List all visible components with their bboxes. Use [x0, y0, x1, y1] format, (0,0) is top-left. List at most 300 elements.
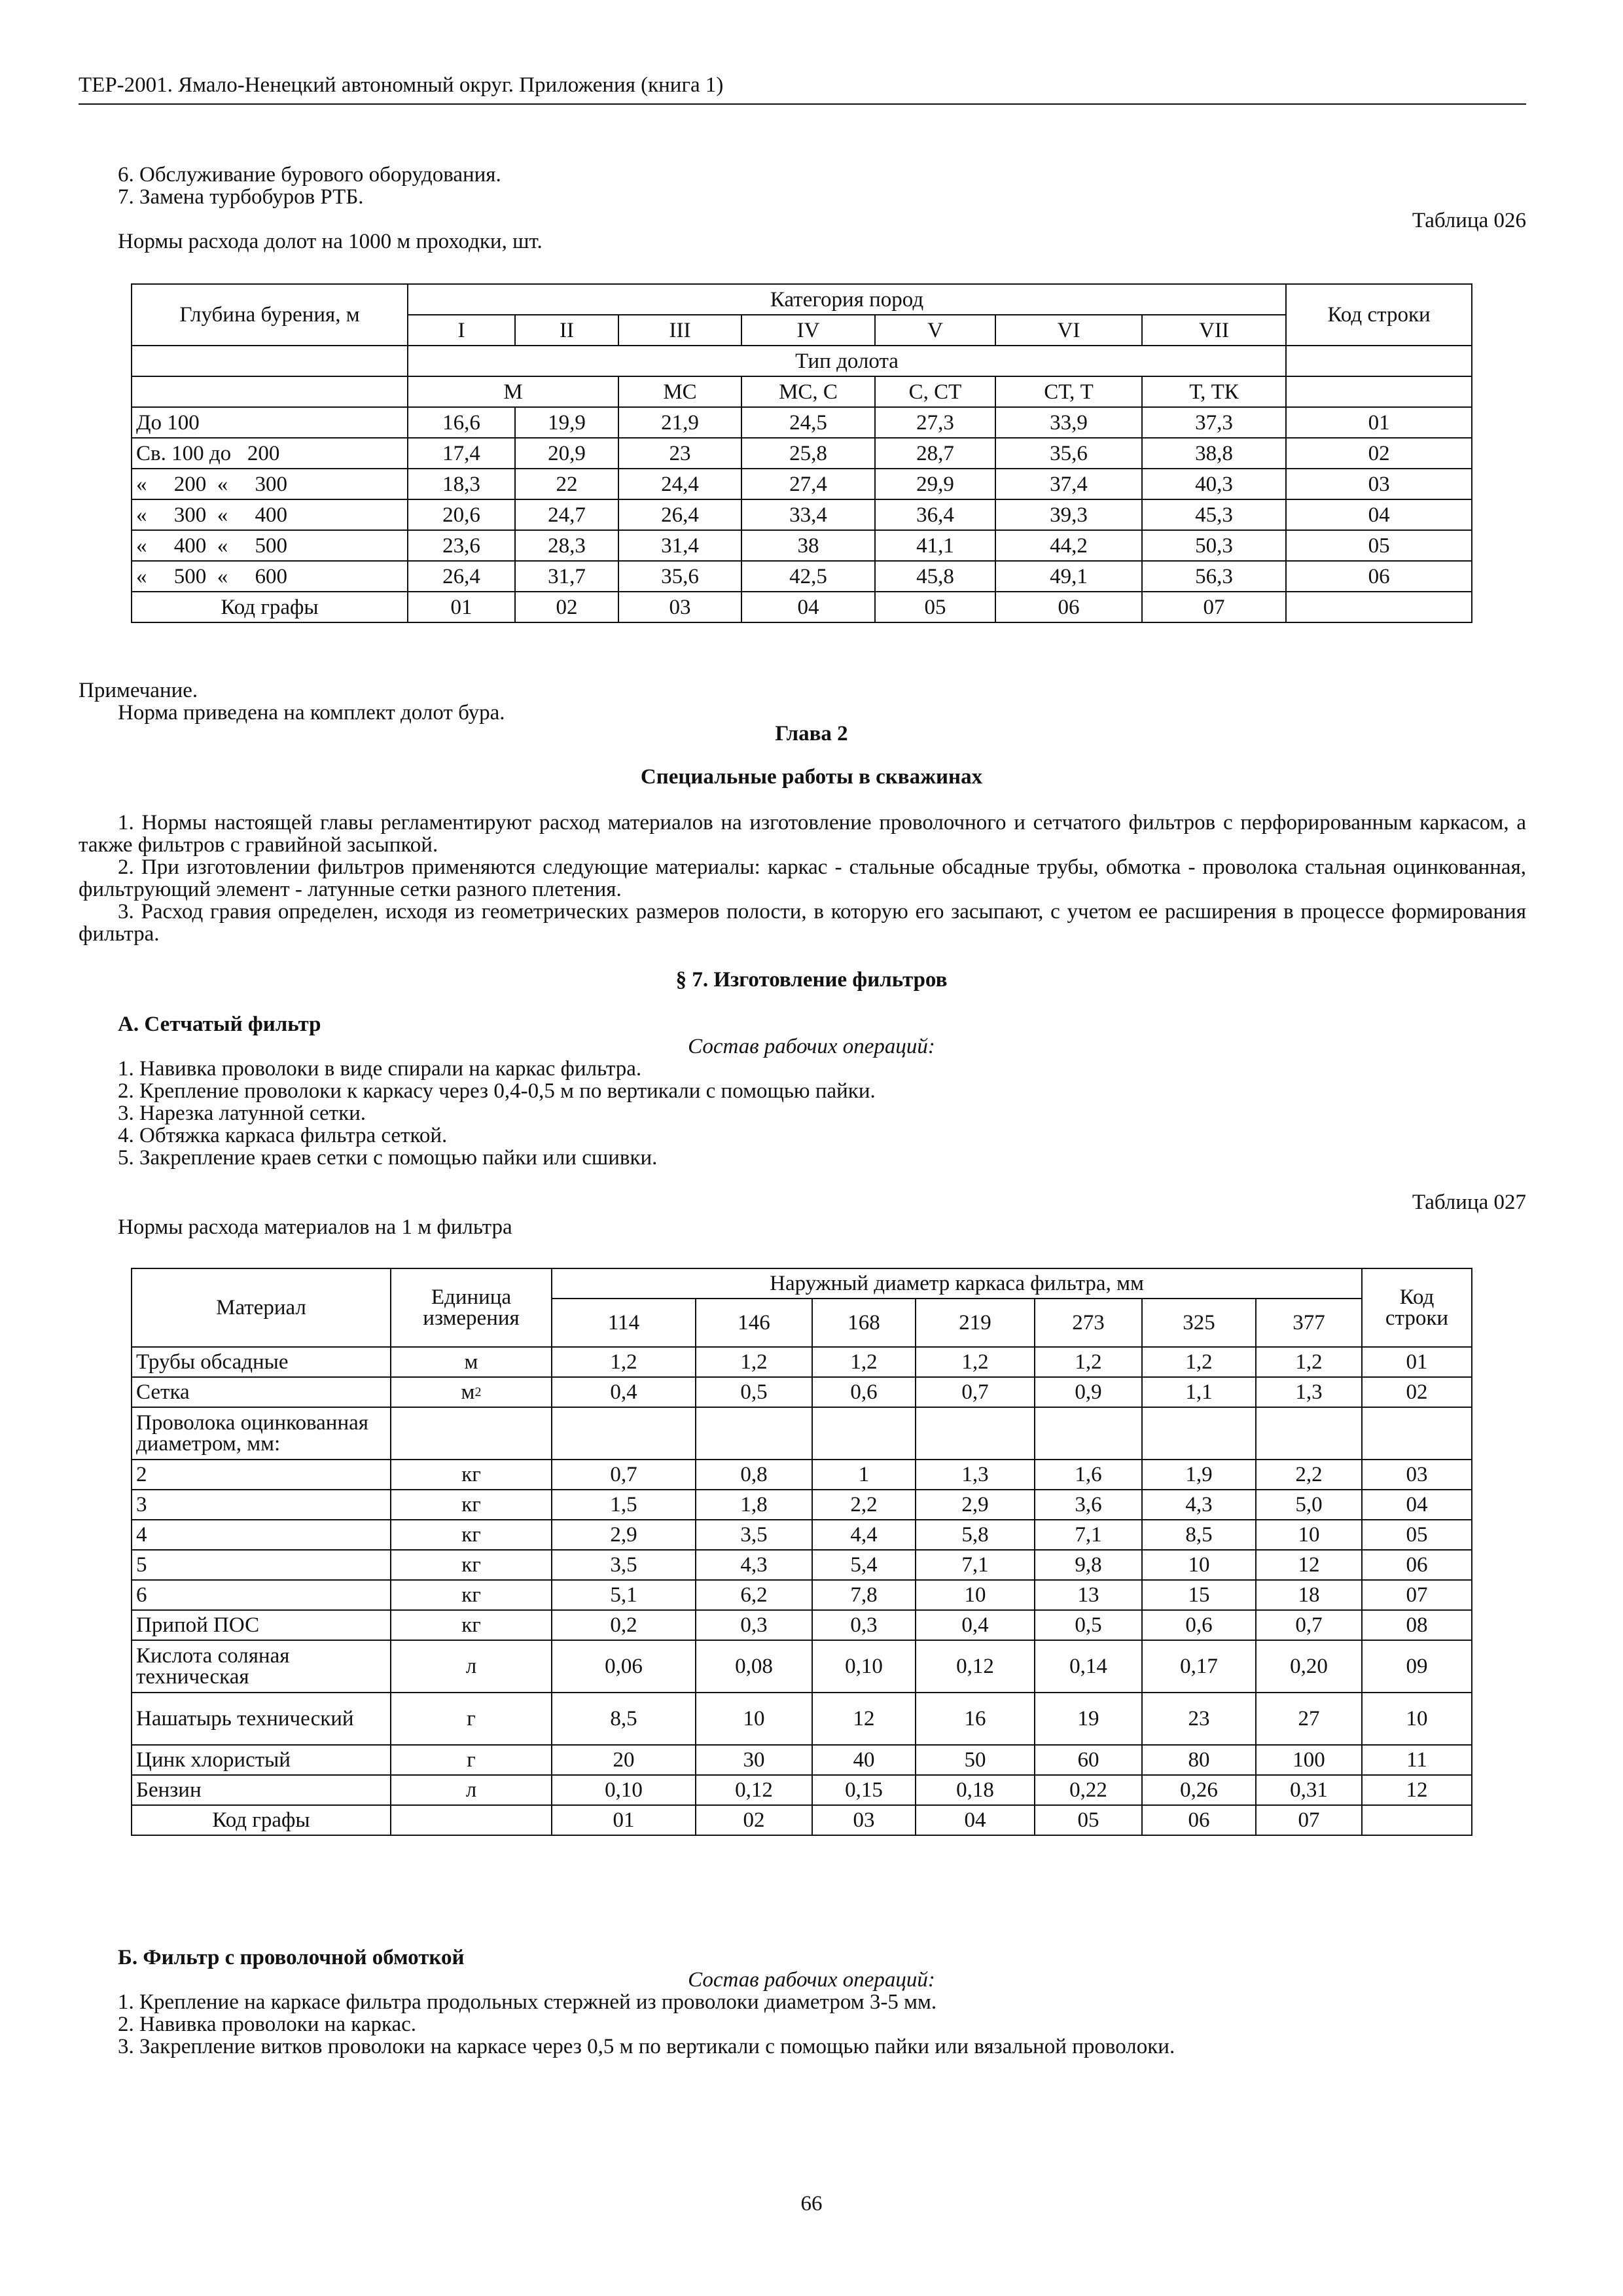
value-cell: 45,8 [875, 561, 995, 592]
value-cell: 0,2 [552, 1610, 696, 1640]
value-cell: 0,9 [1035, 1377, 1142, 1407]
value-cell: 0,06 [552, 1640, 696, 1693]
column-code: 07 [1256, 1805, 1362, 1835]
value-cell: 16,6 [408, 407, 515, 438]
value-cell: 1,2 [1256, 1347, 1362, 1377]
value-cell: 0,3 [696, 1610, 812, 1640]
value-cell: 0,10 [552, 1775, 696, 1805]
value-cell: 36,4 [875, 499, 995, 530]
unit-text: кг [461, 1493, 481, 1516]
empty-cell [132, 346, 408, 376]
value-cell: 44,2 [995, 530, 1142, 561]
value-cell: 7,8 [812, 1580, 916, 1610]
value-cell: 1,8 [696, 1490, 812, 1520]
header-rule [79, 103, 1526, 105]
row-code-cell: 06 [1286, 561, 1472, 592]
value-cell: 37,4 [995, 469, 1142, 499]
column-code: 01 [408, 592, 515, 622]
value-cell: 12 [1256, 1550, 1362, 1580]
value-cell: 15 [1142, 1580, 1256, 1610]
value-cell: 1,2 [1035, 1347, 1142, 1377]
footer-label: Код графы [132, 592, 408, 622]
row-code-cell: 05 [1362, 1520, 1472, 1550]
value-cell: 23,6 [408, 530, 515, 561]
table-026 [131, 283, 1472, 623]
value-cell: 19,9 [515, 407, 618, 438]
unit-cell [391, 1520, 552, 1550]
table-row [132, 407, 1472, 438]
column-code: 03 [812, 1805, 916, 1835]
value-cell: 5,4 [812, 1550, 916, 1580]
value-cell: 10 [916, 1580, 1035, 1610]
unit-cell [391, 1347, 552, 1377]
unit-cell [391, 1580, 552, 1610]
value-cell: 0,31 [1256, 1775, 1362, 1805]
value-cell: 0,12 [696, 1775, 812, 1805]
value-cell: 0,5 [696, 1377, 812, 1407]
value-cell: 5,1 [552, 1580, 696, 1610]
value-cell: 1,2 [812, 1347, 916, 1377]
depth-cell: « 200 « 300 [132, 469, 408, 499]
row-code-cell: 10 [1362, 1693, 1472, 1745]
column-code: 04 [916, 1805, 1035, 1835]
value-cell: 5,0 [1256, 1490, 1362, 1520]
bit-type-header: С, СТ [875, 376, 995, 407]
value-cell: 24,4 [618, 469, 741, 499]
bit-type-header: М [408, 376, 618, 407]
row-code-cell: 04 [1286, 499, 1472, 530]
value-cell: 0,3 [812, 1610, 916, 1640]
empty-cell [1286, 346, 1472, 376]
value-cell: 40 [812, 1745, 916, 1775]
material-cell: Нашатырь технический [132, 1693, 391, 1745]
operation-item: 4. Обтяжка каркаса фильтра сеткой. [118, 1124, 448, 1147]
value-cell: 0,14 [1035, 1640, 1142, 1693]
table-row [132, 1550, 1472, 1580]
value-cell: 16 [916, 1693, 1035, 1745]
value-cell [696, 1407, 812, 1460]
table-row [132, 1693, 1472, 1745]
operation-item: 1. Навивка проволоки в виде спирали на каркас фильтра. [118, 1057, 642, 1081]
unit-cell [391, 1377, 552, 1407]
table-027 [131, 1268, 1472, 1836]
value-cell: 1,9 [1142, 1460, 1256, 1490]
empty-cell [1286, 376, 1472, 407]
table-row [132, 469, 1472, 499]
row-code-cell: 02 [1286, 438, 1472, 469]
material-cell: Проволока оцинкованная диаметром, мм: [132, 1407, 391, 1460]
value-cell: 27,4 [741, 469, 875, 499]
chapter-paragraph-3: 3. Расход гравия определен, исходя из геометрических размеров полости, в которую его засыпают, с учетом ее расширения в процессе формирования фильтра. [79, 900, 1526, 946]
diameter-header: 168 [812, 1299, 916, 1347]
table-row [132, 1520, 1472, 1550]
chapter-paragraph-1: 1. Нормы настоящей главы регламентируют расход материалов на изготовление проволочного и сетчатого фильтров с перфорированным каркасом, а также фильтров с гравийной засыпкой. [79, 811, 1526, 857]
unit-text: г [467, 1748, 476, 1772]
intro-item-7: 7. Замена турбобуров РТБ. [118, 185, 364, 209]
col-header-code: Код строки [1362, 1268, 1472, 1347]
value-cell: 18,3 [408, 469, 515, 499]
table-026-caption: Нормы расхода долот на 1000 м проходки, шт. [118, 230, 543, 253]
value-cell: 42,5 [741, 561, 875, 592]
depth-cell: Св. 100 до 200 [132, 438, 408, 469]
group-header-bit-type: Тип долота [408, 346, 1286, 376]
value-cell: 1,2 [916, 1347, 1035, 1377]
value-cell: 1,3 [916, 1460, 1035, 1490]
col-header-code: Код строки [1286, 284, 1472, 346]
empty-cell [1362, 1805, 1472, 1835]
value-cell [916, 1407, 1035, 1460]
column-code: 07 [1142, 592, 1286, 622]
table-row [132, 1745, 1472, 1775]
value-cell: 0,17 [1142, 1640, 1256, 1693]
material-cell: 2 [132, 1460, 391, 1490]
row-code-cell [1362, 1407, 1472, 1460]
bit-type-header: Т, ТК [1142, 376, 1286, 407]
column-code: 05 [875, 592, 995, 622]
value-cell: 26,4 [408, 561, 515, 592]
unit-text: г [467, 1707, 476, 1731]
row-code-cell: 01 [1362, 1347, 1472, 1377]
table-026-body [132, 407, 1472, 592]
value-cell: 49,1 [995, 561, 1142, 592]
unit-text: кг [461, 1553, 481, 1577]
subsection-b-title: Б. Фильтр с проволочной обмоткой [118, 1946, 465, 1969]
value-cell: 3,5 [552, 1550, 696, 1580]
unit-text: кг [461, 1463, 481, 1486]
value-cell: 20 [552, 1745, 696, 1775]
value-cell: 0,15 [812, 1775, 916, 1805]
value-cell: 1,2 [696, 1347, 812, 1377]
value-cell: 12 [812, 1693, 916, 1745]
material-cell: Сетка [132, 1377, 391, 1407]
value-cell: 18 [1256, 1580, 1362, 1610]
value-cell: 38 [741, 530, 875, 561]
value-cell: 31,7 [515, 561, 618, 592]
value-cell: 10 [1256, 1520, 1362, 1550]
unit-text: л [465, 1655, 477, 1678]
category-header: VI [995, 315, 1142, 346]
value-cell: 0,7 [916, 1377, 1035, 1407]
bit-type-header: МС [618, 376, 741, 407]
subsection-a-ops-title: Состав рабочих операций: [688, 1035, 935, 1058]
column-code: 02 [696, 1805, 812, 1835]
group-header-diameter: Наружный диаметр каркаса фильтра, мм [552, 1268, 1362, 1299]
value-cell: 39,3 [995, 499, 1142, 530]
note-title: Примечание. [79, 679, 198, 702]
operation-item: 1. Крепление на каркасе фильтра продольных стержней из проволоки диаметром 3-5 мм. [118, 1990, 937, 2014]
table-row [132, 1347, 1472, 1377]
table-row [132, 499, 1472, 530]
table-026-label: Таблица 026 [1412, 209, 1526, 232]
operation-item: 3. Закрепление витков проволоки на каркасе через 0,5 м по вертикали с помощью пайки или вязальной проволоки. [118, 2035, 1175, 2058]
row-code-cell: 08 [1362, 1610, 1472, 1640]
operation-item: 2. Навивка проволоки на каркас. [118, 2013, 417, 2036]
empty-cell [1286, 592, 1472, 622]
row-code-cell: 03 [1286, 469, 1472, 499]
value-cell: 0,7 [552, 1460, 696, 1490]
value-cell [812, 1407, 916, 1460]
unit-text: кг [461, 1583, 481, 1607]
bit-type-header: МС, С [741, 376, 875, 407]
material-cell: 6 [132, 1580, 391, 1610]
value-cell: 0,4 [916, 1610, 1035, 1640]
table-027-caption: Нормы расхода материалов на 1 м фильтра [118, 1215, 512, 1239]
value-cell: 45,3 [1142, 499, 1286, 530]
table-row [132, 1407, 1472, 1460]
value-cell: 0,20 [1256, 1640, 1362, 1693]
value-cell: 22 [515, 469, 618, 499]
row-code-cell: 04 [1362, 1490, 1472, 1520]
value-cell: 28,7 [875, 438, 995, 469]
value-cell: 7,1 [916, 1550, 1035, 1580]
note-text: Норма приведена на комплект долот бура. [118, 701, 505, 725]
table-row [132, 1610, 1472, 1640]
column-code: 03 [618, 592, 741, 622]
chapter-number: Глава 2 [775, 722, 848, 745]
diameter-header: 325 [1142, 1299, 1256, 1347]
table-row [132, 1640, 1472, 1693]
unit-cell [391, 1550, 552, 1580]
value-cell: 6,2 [696, 1580, 812, 1610]
column-code: 06 [1142, 1805, 1256, 1835]
value-cell: 80 [1142, 1745, 1256, 1775]
value-cell: 3,5 [696, 1520, 812, 1550]
value-cell: 1,2 [552, 1347, 696, 1377]
col-header-material: Материал [132, 1268, 391, 1347]
value-cell: 23 [618, 438, 741, 469]
value-cell: 3,6 [1035, 1490, 1142, 1520]
value-cell: 10 [1142, 1550, 1256, 1580]
material-cell: Бензин [132, 1775, 391, 1805]
value-cell: 0,6 [812, 1377, 916, 1407]
value-cell: 60 [1035, 1745, 1142, 1775]
value-cell: 50,3 [1142, 530, 1286, 561]
unit-text: м [461, 1380, 475, 1404]
value-cell: 0,10 [812, 1640, 916, 1693]
unit-text: кг [461, 1613, 481, 1637]
subsection-a-title: А. Сетчатый фильтр [118, 1013, 321, 1036]
value-cell: 1 [812, 1460, 916, 1490]
value-cell: 56,3 [1142, 561, 1286, 592]
value-cell: 1,5 [552, 1490, 696, 1520]
material-cell: Припой ПОС [132, 1610, 391, 1640]
value-cell: 1,1 [1142, 1377, 1256, 1407]
value-cell: 17,4 [408, 438, 515, 469]
value-cell: 37,3 [1142, 407, 1286, 438]
value-cell: 2,9 [916, 1490, 1035, 1520]
footer-label: Код графы [132, 1805, 391, 1835]
value-cell: 29,9 [875, 469, 995, 499]
chapter-paragraph-2: 2. При изготовлении фильтров применяются следующие материалы: каркас - стальные обсадные трубы, обмотка - проволока стальная оцинкованная, фильтрующий элемент - латунные сетки разного плетения. [79, 855, 1526, 901]
row-code-cell: 05 [1286, 530, 1472, 561]
value-cell: 0,18 [916, 1775, 1035, 1805]
category-header: I [408, 315, 515, 346]
column-code: 01 [552, 1805, 696, 1835]
value-cell: 20,9 [515, 438, 618, 469]
value-cell: 4,3 [696, 1550, 812, 1580]
value-cell: 33,9 [995, 407, 1142, 438]
bit-type-header: СТ, Т [995, 376, 1142, 407]
section-title: § 7. Изготовление фильтров [675, 968, 948, 992]
intro-item-6: 6. Обслуживание бурового оборудования. [118, 163, 501, 187]
table-row [132, 1377, 1472, 1407]
value-cell: 21,9 [618, 407, 741, 438]
value-cell [1256, 1407, 1362, 1460]
value-cell: 27 [1256, 1693, 1362, 1745]
value-cell [1142, 1407, 1256, 1460]
material-cell: 4 [132, 1520, 391, 1550]
row-code-cell: 07 [1362, 1580, 1472, 1610]
col-header-unit: Единица измерения [391, 1268, 552, 1347]
row-code-cell: 03 [1362, 1460, 1472, 1490]
diameter-header: 114 [552, 1299, 696, 1347]
table-row [132, 1460, 1472, 1490]
value-cell: 0,7 [1256, 1610, 1362, 1640]
value-cell: 38,8 [1142, 438, 1286, 469]
material-cell: 5 [132, 1550, 391, 1580]
value-cell: 1,6 [1035, 1460, 1142, 1490]
row-code-cell: 09 [1362, 1640, 1472, 1693]
unit-superscript: 2 [474, 1385, 482, 1399]
material-cell: 3 [132, 1490, 391, 1520]
value-cell: 24,7 [515, 499, 618, 530]
empty-cell [132, 376, 408, 407]
value-cell: 0,8 [696, 1460, 812, 1490]
value-cell [1035, 1407, 1142, 1460]
value-cell: 0,6 [1142, 1610, 1256, 1640]
value-cell: 4,3 [1142, 1490, 1256, 1520]
material-cell: Кислота соляная техническая [132, 1640, 391, 1693]
value-cell: 35,6 [618, 561, 741, 592]
value-cell: 0,08 [696, 1640, 812, 1693]
table-row [132, 530, 1472, 561]
value-cell: 27,3 [875, 407, 995, 438]
column-code: 02 [515, 592, 618, 622]
chapter-title: Специальные работы в скважинах [640, 765, 983, 789]
value-cell: 28,3 [515, 530, 618, 561]
unit-cell [391, 1640, 552, 1693]
empty-cell [391, 1805, 552, 1835]
value-cell: 5,8 [916, 1520, 1035, 1550]
table-row [132, 1490, 1472, 1520]
value-cell: 8,5 [552, 1693, 696, 1745]
page-number: 66 [800, 2192, 823, 2215]
unit-cell [391, 1693, 552, 1745]
table-row [132, 1580, 1472, 1610]
value-cell: 25,8 [741, 438, 875, 469]
value-cell: 9,8 [1035, 1550, 1142, 1580]
value-cell: 50 [916, 1745, 1035, 1775]
value-cell: 100 [1256, 1745, 1362, 1775]
value-cell: 23 [1142, 1693, 1256, 1745]
value-cell: 0,4 [552, 1377, 696, 1407]
unit-text: м [464, 1350, 478, 1374]
column-code: 04 [741, 592, 875, 622]
value-cell: 1,3 [1256, 1377, 1362, 1407]
subsection-b-ops-title: Состав рабочих операций: [688, 1968, 935, 1992]
value-cell: 33,4 [741, 499, 875, 530]
value-cell: 0,12 [916, 1640, 1035, 1693]
category-header: VII [1142, 315, 1286, 346]
value-cell: 1,2 [1142, 1347, 1256, 1377]
unit-cell [391, 1745, 552, 1775]
value-cell: 8,5 [1142, 1520, 1256, 1550]
depth-cell: До 100 [132, 407, 408, 438]
value-cell: 0,5 [1035, 1610, 1142, 1640]
diameter-header: 377 [1256, 1299, 1362, 1347]
operation-item: 3. Нарезка латунной сетки. [118, 1102, 366, 1125]
table-row [132, 1775, 1472, 1805]
row-code-cell: 01 [1286, 407, 1472, 438]
table-row [132, 561, 1472, 592]
value-cell: 40,3 [1142, 469, 1286, 499]
unit-text: кг [461, 1523, 481, 1547]
value-cell: 26,4 [618, 499, 741, 530]
unit-cell [391, 1460, 552, 1490]
depth-cell: « 500 « 600 [132, 561, 408, 592]
column-code: 06 [995, 592, 1142, 622]
value-cell: 4,4 [812, 1520, 916, 1550]
value-cell: 31,4 [618, 530, 741, 561]
value-cell: 2,9 [552, 1520, 696, 1550]
column-code: 05 [1035, 1805, 1142, 1835]
category-header: IV [741, 315, 875, 346]
row-code-cell: 12 [1362, 1775, 1472, 1805]
value-cell: 0,26 [1142, 1775, 1256, 1805]
material-cell: Цинк хлористый [132, 1745, 391, 1775]
unit-cell [391, 1407, 552, 1460]
value-cell: 20,6 [408, 499, 515, 530]
value-cell: 35,6 [995, 438, 1142, 469]
table-027-body [132, 1347, 1472, 1805]
diameter-header: 146 [696, 1299, 812, 1347]
category-header: III [618, 315, 741, 346]
value-cell [552, 1407, 696, 1460]
row-code-cell: 02 [1362, 1377, 1472, 1407]
category-header: V [875, 315, 995, 346]
material-cell: Трубы обсадные [132, 1347, 391, 1377]
value-cell: 41,1 [875, 530, 995, 561]
value-cell: 2,2 [812, 1490, 916, 1520]
value-cell: 0,22 [1035, 1775, 1142, 1805]
diameter-header: 219 [916, 1299, 1035, 1347]
group-header-category: Категория пород [408, 284, 1286, 315]
col-header-depth: Глубина бурения, м [132, 284, 408, 346]
unit-cell [391, 1610, 552, 1640]
value-cell: 10 [696, 1693, 812, 1745]
value-cell: 2,2 [1256, 1460, 1362, 1490]
depth-cell: « 300 « 400 [132, 499, 408, 530]
depth-cell: « 400 « 500 [132, 530, 408, 561]
value-cell: 13 [1035, 1580, 1142, 1610]
unit-cell [391, 1490, 552, 1520]
operation-item: 2. Крепление проволоки к каркасу через 0,4-0,5 м по вертикали с помощью пайки. [118, 1079, 876, 1103]
value-cell: 19 [1035, 1693, 1142, 1745]
table-027-label: Таблица 027 [1412, 1191, 1526, 1214]
unit-cell [391, 1775, 552, 1805]
value-cell: 30 [696, 1745, 812, 1775]
operation-item: 5. Закрепление краев сетки с помощью пайки или сшивки. [118, 1146, 658, 1170]
diameter-header: 273 [1035, 1299, 1142, 1347]
running-header: ТЕР-2001. Ямало-Ненецкий автономный округ. Приложения (книга 1) [79, 73, 724, 97]
category-header: II [515, 315, 618, 346]
value-cell: 24,5 [741, 407, 875, 438]
table-row [132, 438, 1472, 469]
unit-text: л [465, 1778, 477, 1802]
row-code-cell: 11 [1362, 1745, 1472, 1775]
row-code-cell: 06 [1362, 1550, 1472, 1580]
value-cell: 7,1 [1035, 1520, 1142, 1550]
